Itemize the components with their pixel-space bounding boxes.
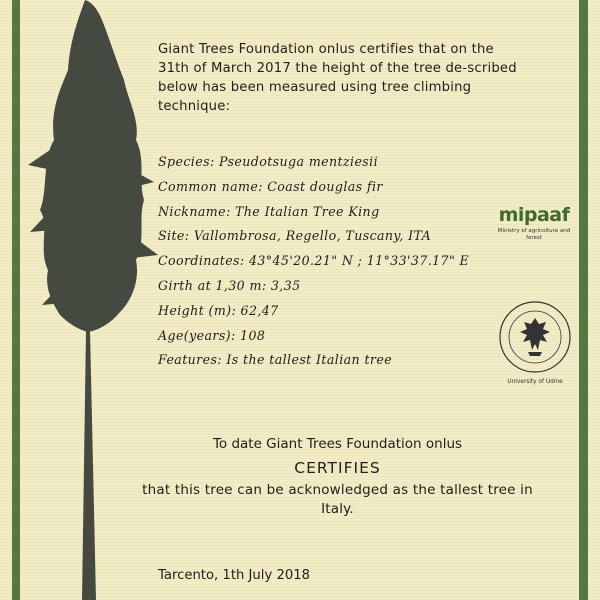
- field-age: Age(years): 108: [158, 327, 266, 343]
- field-nickname: Nickname: The Italian Tree King: [158, 203, 380, 219]
- mipaaf-subtitle: Ministry of agricolture and forest: [497, 228, 571, 241]
- field-height: Height (m): 62,47: [158, 302, 279, 318]
- university-of-udine-seal: [495, 300, 575, 385]
- field-common-name: Common name: Coast douglas fir: [158, 178, 383, 194]
- closing-line-1: To date Giant Trees Foundation onlus: [212, 436, 463, 452]
- tree-details-list: [158, 154, 488, 377]
- field-girth: Girth at 1,30 m: 3,35: [158, 277, 301, 293]
- tree-silhouette-image: [20, 0, 160, 600]
- place-and-date: Tarcento, 1th July 2018: [158, 568, 311, 583]
- mipaaf-logo: [494, 205, 574, 242]
- mipaaf-wordmark: mipaaf: [498, 204, 570, 226]
- right-green-border: [579, 0, 588, 600]
- field-species: Species: Pseudotsuga mentziesii: [158, 154, 379, 169]
- left-green-border: [12, 0, 20, 600]
- field-site: Site: Vallombrosa, Regello, Tuscany, ITA: [158, 228, 432, 244]
- udine-caption: University of Udine: [507, 379, 563, 385]
- field-coordinates: Coordinates: 43°45'20.21" N ; 11°33'37.17" E: [158, 253, 470, 269]
- udine-seal-icon: [498, 300, 572, 374]
- intro-paragraph: Giant Trees Foundation onlus certifies that on the 31th of March 2017 the height of the tree de-scribed below has been measured using tree climbing technique:: [158, 42, 517, 114]
- field-features: Features: Is the tallest Italian tree: [158, 352, 393, 368]
- closing-line-3: that this tree can be acknowledged as the tallest tree in Italy.: [142, 482, 533, 517]
- certifies-heading: CERTIFIES: [294, 459, 381, 477]
- closing-statement: [140, 433, 535, 519]
